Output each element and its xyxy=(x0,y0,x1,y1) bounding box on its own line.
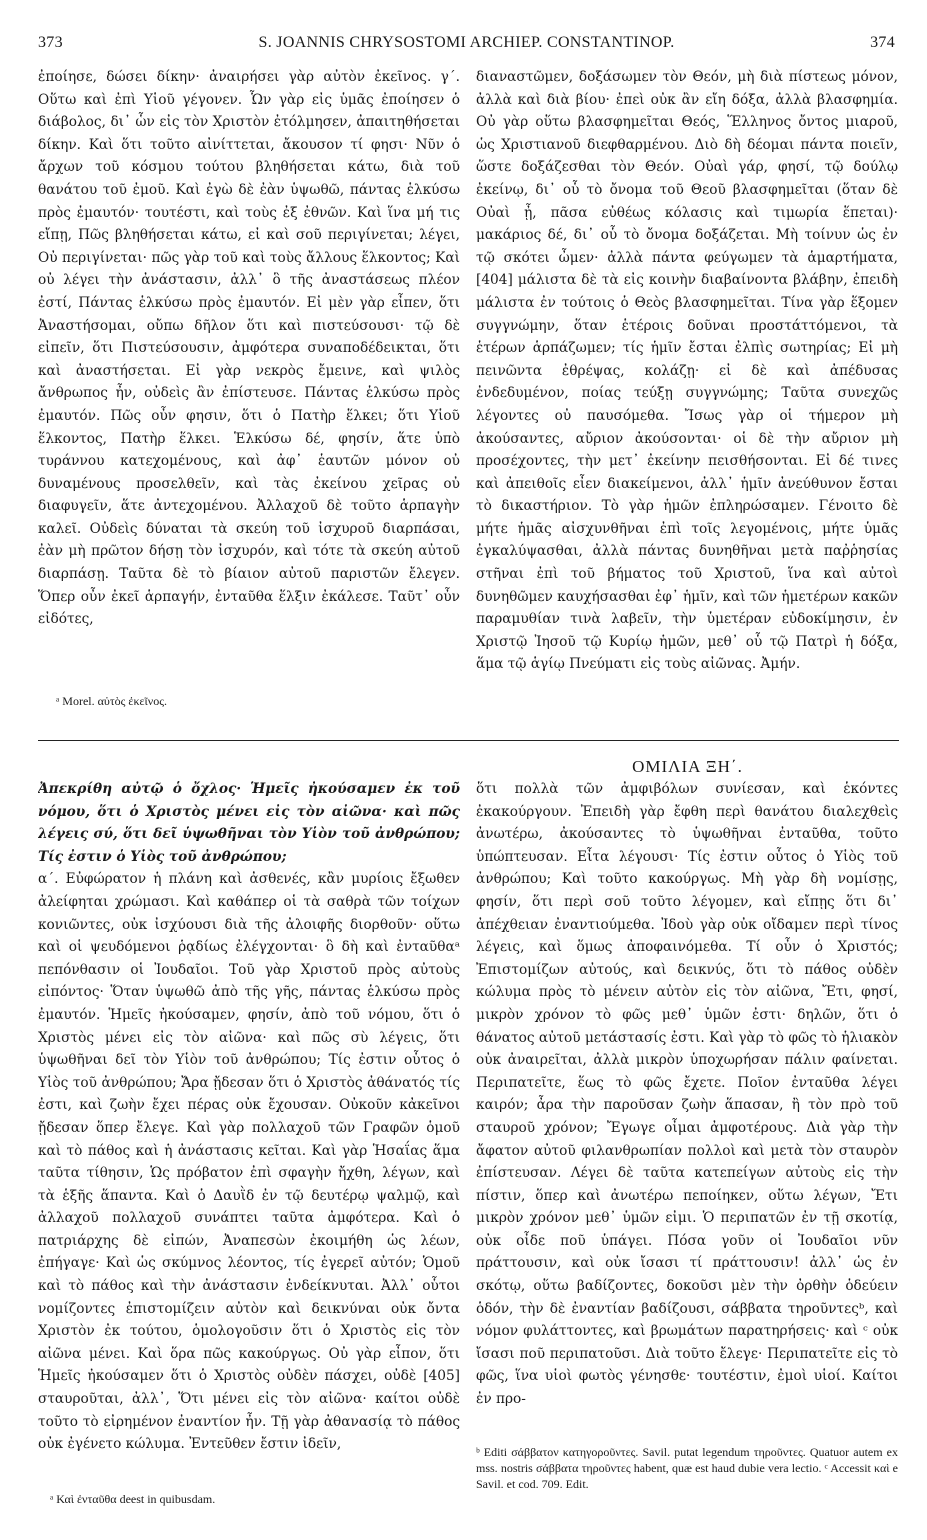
left-page-number: 373 xyxy=(38,34,63,51)
footnote-bottom-left: ᵃ Καὶ ἐνταῦθα deest in quibusdam. xyxy=(50,1492,216,1506)
footnote-top: ᵃ Morel. αὐτὸς ἐκεῖνος. xyxy=(56,694,167,708)
footnote-bottom-right: ᵇ Editi σάββατον κατηγοροῦντες. Savil. putat legendum τηροῦντες. Quatuor autem ex mss. nostris σάββατα τηροῦντες habent, quæ est haud dubie vera lectio. ᶜ Accessit καὶ e Savil. et cod. 709. Edit. xyxy=(476,1445,898,1491)
homily-title: ΟΜΙΛΙΑ ΞΗ΄. xyxy=(632,757,743,776)
bottom-left-paragraph: α΄. Εὐφώρατον ἡ πλάνη καὶ ἀσθενές, κἂν μυρίοις ἔξωθεν ἀλείφηται χρώμασι. Καὶ καθάπερ οἱ τὰ σαθρὰ τῶν τοίχων κονιῶντες, οὐκ ἰσχύουσι διὰ τῆς ἀλοιφῆς διορθοῦν· οὕτω καὶ οἱ ψευδόμενοι ῥᾳδίως ἐλέγχονται· ὃ δὴ καὶ ἐνταῦθαᵃ πεπόνθασιν οἱ Ἰουδαῖοι. Τοῦ γὰρ Χριστοῦ πρὸς αὐτοὺς εἰπόντος· Ὅταν ὑψωθῶ ἀπὸ τῆς γῆς, πάντας ἑλκύσω πρὸς ἐμαυτόν. Ἡμεῖς ἠκούσαμεν, φησίν, ἀπὸ τοῦ νόμου, ὅτι ὁ Χριστὸς μένει εἰς τὸν αἰῶνα· καὶ πῶς σὺ λέγεις, ὅτι ὑψωθῆναι δεῖ τὸν Υἱὸν τοῦ ἀνθρώπου; Τίς ἐστιν οὗτος ὁ Υἱὸς τοῦ ἀνθρώπου; Ἄρα ᾔδεσαν ὅτι ὁ Χριστὸς ἀθάνατός τίς ἐστι, καὶ ζωὴν ἔχει πέρας οὐκ ἔχουσαν. Οὐκοῦν κἀκεῖνοι ᾔδεσαν ὅπερ ἔλεγε. Καὶ γὰρ πολλαχοῦ τῶν Γραφῶν ὁμοῦ καὶ τὸ πάθος καὶ ἡ ἀνάστασις κεῖται. Καὶ γὰρ Ἡσαΐας ἅμα ταῦτα τίθησιν, Ὡς πρόβατον ἐπὶ σφαγὴν ἤχθη, λέγων, καὶ τὰ ἑξῆς ἅπαντα. Καὶ ὁ Δαυῒδ ἐν τῷ δευτέρῳ ψαλμῷ, καὶ ἀλλαχοῦ πολλαχοῦ συνάπτει ταῦτα ἀμφότερα. Καὶ ὁ πατριάρχης δὲ εἰπών, Ἀναπεσὼν ἐκοιμήθη ὡς λέων, ἐπήγαγε· Καὶ ὡς σκύμνος λέοντος, τίς ἐγερεῖ αὐτόν; Ὁμοῦ καὶ τὸ πάθος καὶ τὴν ἀνάστασιν ἐνδείκνυται. Ἀλλ᾽ οὗτοι νομίζοντες ἐπιστομίζειν αὐτὸν καὶ δεικνύναι οὐκ ὄντα Χριστὸν ἐκ τούτου, ὁμολογοῦσιν ὅτι ὁ Χριστὸς εἰς τὸν αἰῶνα μένει. Καὶ ὅρα πῶς κακούργως. Οὐ γὰρ εἶπον, ὅτι Ἡμεῖς ἠκούσαμεν ὅτι ὁ Χριστὸς οὐδὲν πάσχει, οὐδὲ [405] σταυροῦται, ἀλλ᾽, Ὅτι μένει εἰς τὸν αἰῶνα· καίτοι οὐδὲ τοῦτο τὸ εἰρημένον ἐναντίον ἦν. Τῇ γὰρ ἀθανασίᾳ τὸ πάθος οὐκ ἐγένετο κώλυμα. Ἐντεῦθεν ἔστιν ἰδεῖν, xyxy=(38,871,460,1453)
bottom-left-column xyxy=(38,778,460,1485)
scripture-lemma: Ἀπεκρίθη αὐτῷ ὁ ὄχλος· Ἡμεῖς ἠκούσαμεν ἐκ τοῦ νόμου, ὅτι ὁ Χριστὸς μένει εἰς τὸν αἰῶνα· καὶ πῶς λέγεις σύ, ὅτι δεῖ ὑψωθῆναι τὸν Υἱὸν τοῦ ἀνθρώπου; Τίς ἐστιν ὁ Υἱὸς τοῦ ἀνθρώπου; xyxy=(38,781,460,865)
running-header xyxy=(38,34,895,58)
bottom-right-paragraph: ὅτι πολλὰ τῶν ἀμφιβόλων συνίεσαν, καὶ ἑκόντες ἐκακούργουν. Ἐπειδὴ γὰρ ἔφθη περὶ θανάτου διαλεχθεὶς ἀνωτέρω, ἀκούσαντες τὸ ὑψωθῆναι ἐνταῦθα, τοῦτο ὑπώπτευσαν. Εἶτα λέγουσι· Τίς ἐστιν οὗτος ὁ Υἱὸς τοῦ ἀνθρώπου; Καὶ τοῦτο κακούργως. Μὴ γὰρ δὴ νομίσῃς, φησίν, ὅτι περὶ σοῦ τοῦτο λέγομεν, καὶ εἴπῃς ὅτι δι᾽ ἀπέχθειαν ἐναντιούμεθα. Ἰδοὺ γὰρ οὐκ οἴδαμεν περὶ τίνος λέγεις, καὶ ὅμως ἀποφαινόμεθα. Τί οὖν ὁ Χριστός; Ἐπιστομίζων αὐτούς, καὶ δεικνύς, ὅτι τὸ πάθος οὐδὲν κώλυμα πρὸς τὸ μένειν αὐτὸν εἰς τὸν αἰῶνα, Ἔτι, φησί, μικρὸν χρόνον τὸ φῶς μεθ᾽ ὑμῶν ἐστι· δηλῶν, ὅτι ὁ θάνατος αὐτοῦ μετάστασίς ἐστι. Καὶ γὰρ τὸ φῶς τὸ ἡλιακὸν οὐκ ἀναιρεῖται, ἀλλὰ μικρὸν ὑποχωρήσαν πάλιν φαίνεται. Περιπατεῖτε, ἕως τὸ φῶς ἔχετε. Ποῖον ἐνταῦθα λέγει καιρόν; ἆρα τὴν παροῦσαν ζωὴν ἅπασαν, ἢ τὸν πρὸ τοῦ σταυροῦ χρόνον; Ἔγωγε οἶμαι ἀμφοτέρους. Διὰ γὰρ τὴν ἄφατον αὐτοῦ φιλανθρωπίαν πολλοὶ καὶ μετὰ τὸν σταυρὸν ἐπίστευσαν. Λέγει δὲ ταῦτα κατεπείγων αὐτοὺς εἰς τὴν πίστιν, ὅπερ καὶ ἀνωτέρω πεποίηκεν, οὕτω λέγων, Ἔτι μικρὸν χρόνον μεθ᾽ ὑμῶν εἰμι. Ὁ περιπατῶν ἐν τῇ σκοτίᾳ, οὐκ οἶδε ποῦ ὑπάγει. Πόσα γοῦν οἱ Ἰουδαῖοι νῦν πράττουσιν, καὶ οὐκ ἴσασι τί πράττουσιν! ἀλλ᾽ ὡς ἐν σκότῳ, οὕτω βαδίζοντες, δοκοῦσι μὲν τὴν ὀρθὴν ὁδεύειν ὁδόν, τὴν δὲ ἐναντίαν βαδίζουσι, σάββατα τηροῦντεςᵇ, καὶ νόμον φυλάττοντες, καὶ βρωμάτων παρατηρήσεις· καὶ ᶜ οὐκ ἴσασι ποῦ περιπατοῦσι. Διὰ τοῦτο ἔλεγε· Περιπατεῖτε εἰς τὸ φῶς, ἵνα υἱοὶ φωτὸς γένησθε· τουτέστιν, ἐμοὶ υἱοί. Καίτοι ἐν προ- xyxy=(476,781,898,1408)
section-divider xyxy=(38,740,899,741)
right-page-number: 374 xyxy=(870,34,895,51)
bottom-right-column xyxy=(476,778,898,1433)
running-title: S. JOANNIS CHRYSOSTOMI ARCHIEP. CONSTANTINOP. xyxy=(258,34,675,51)
top-right-column xyxy=(476,66,898,721)
top-right-paragraph: διαναστῶμεν, δοξάσωμεν τὸν Θεόν, μὴ διὰ πίστεως μόνον, ἀλλὰ καὶ διὰ βίου· ἐπεὶ οὐκ ἂν εἴη δόξα, ἀλλὰ βλασφημία. Οὐ γὰρ οὕτω βλασφημεῖται Θεός, Ἕλληνος ὄντος μιαροῦ, ὡς Χριστιανοῦ διεφθαρμένου. Διὸ δὴ δέομαι πάντα ποιεῖν, ὥστε δοξάζεσθαι τὸν Θεόν. Οὐαὶ γάρ, φησί, τῷ δούλῳ ἐκείνῳ, δι᾽ οὗ τὸ ὄνομα τοῦ Θεοῦ βλασφημεῖται (ὅταν δὲ Οὐαὶ ᾖ, πᾶσα εὐθέως κόλασις καὶ τιμωρία ἕπεται)· μακάριος δέ, δι᾽ οὗ τὸ ὄνομα δοξάζεται. Μὴ τοίνυν ὡς ἐν τῷ σκότει ὦμεν· ἀλλὰ πάντα φεύγωμεν τὰ ἁμαρτήματα, [404] μάλιστα δὲ τὰ εἰς κοινὴν διαβαίνοντα βλάβην, ἐπειδὴ μάλιστα ἐν τούτοις ὁ Θεὸς βλασφημεῖται. Τίνα γὰρ ἕξομεν συγγνώμην, ὅταν ἑτέροις δοῦναι προστάττόμενοι, τὰ ἑτέρων ἁρπάζωμεν; τίς ἡμῖν ἔσται ἐλπὶς σωτηρίας; Εἰ μὴ πεινῶντα ἐθρέψας, κολάζῃ· εἰ δὲ καὶ ἀπέδυσας ἐνδεδυμένον, ποίας τεύξῃ συγγνώμης; Ταῦτα συνεχῶς λέγοντες οὐ παυσόμεθα. Ἴσως γὰρ οἱ τήμερον μὴ ἀκούσαντες, αὔριον ἀκούσονται· οἱ δὲ τὴν αὔριον μὴ προσέχοντες, τὴν μετ᾽ ἐκείνην πεισθήσονται. Εἰ δέ τινες καὶ ἀπειθοῖς εἶεν διακείμενοι, ἀλλ᾽ ἡμῖν ἀνεύθυνον ἔσται τὸ δικαστήριον. Τὸ γὰρ ἡμῶν ἐπληρώσαμεν. Γένοιτο δὲ μήτε ἡμᾶς αἰσχυνθῆναι ἐπὶ τοῖς λεγομένοις, μήτε ὑμᾶς ἐγκαλύψασθαι, ἀλλὰ πάντας δυνηθῆναι μετὰ παῤῥησίας στῆναι ἐπὶ τοῦ βήματος τοῦ Χριστοῦ, ἵνα καὶ αὐτοὶ δυνηθῶμεν καυχήσασθαι ἐφ᾽ ἡμῖν, καὶ τῶν ἡμετέρων κακῶν παραμυθίαν τινὰ λαβεῖν, τὴν ὑμετέραν εὐδοκίμησιν, ἐν Χριστῷ Ἰησοῦ τῷ Κυρίῳ ἡμῶν, μεθ᾽ οὗ τῷ Πατρὶ ἡ δόξα, ἅμα τῷ ἁγίῳ Πνεύματι εἰς τοὺς αἰῶνας. Ἀμήν. xyxy=(476,69,898,673)
top-left-paragraph: ἐποίησε, δώσει δίκην· ἀναιρήσει γὰρ αὐτὸν ἐκεῖνος. γ΄. Οὕτω καὶ ἐπὶ Υἱοῦ γέγονεν. Ὧν γὰρ εἰς ὑμᾶς ἐποίησεν ὁ διάβολος, δι᾽ ὧν εἰς τὸν Χριστὸν ἐτόλμησεν, ἀπαιτηθήσεται δίκην. Καὶ ὅτι τοῦτο αἰνίττεται, ἄκουσον τί φησι· Νῦν ὁ ἄρχων τοῦ κόσμου τούτου βληθήσεται κάτω, διὰ τοῦ θανάτου τοῦ ἐμοῦ. Καὶ ἐγὼ δὲ ἐὰν ὑψωθῶ, πάντας ἑλκύσω πρὸς ἐμαυτόν· τουτέστι, καὶ τοὺς ἐξ ἐθνῶν. Καὶ ἵνα μή τις εἴπῃ, Πῶς βληθήσεται κάτω, εἰ καὶ σοῦ περιγίνεται; λέγει, Οὐ περιγίνεται· πῶς γὰρ τοῦ καὶ τοὺς ἄλλους ἕλκοντος; Καὶ οὐ λέγει τὴν ἀνάστασιν, ἀλλ᾽ ὃ τῆς ἀναστάσεως πλέον ἐστί, Πάντας ἑλκύσω πρὸς ἐμαυτόν. Εἰ μὲν γὰρ εἶπεν, ὅτι Ἀναστήσομαι, οὔπω δῆλον ὅτι καὶ πιστεύσουσι· τῷ δὲ εἰπεῖν, ὅτι Πιστεύσουσιν, ἀμφότερα συναποδέδεικται, ὅτι καὶ ἀναστήσεται. Εἰ γὰρ νεκρὸς ἔμεινε, καὶ ψιλὸς ἄνθρωπος ἦν, οὐδεὶς ἂν ἐπίστευσε. Πάντας ἑλκύσω πρὸς ἐμαυτόν. Πῶς οὖν φησιν, ὅτι ὁ Πατὴρ ἕλκει; ὅτι Υἱοῦ ἕλκοντος, Πατὴρ ἕλκει. Ἑλκύσω δέ, φησίν, ἅτε ὑπὸ τυράννου κατεχομένους, καὶ ἀφ᾽ ἑαυτῶν μόνον οὐ δυναμένους προσελθεῖν, καὶ τὰς ἐκείνου χεῖρας οὐ διαφυγεῖν, ἅτε ἀντεχομένου. Ἀλλαχοῦ δὲ τοῦτο ἁρπαγὴν καλεῖ. Οὐδεὶς δύναται τὰ σκεύη τοῦ ἰσχυροῦ διαρπάσαι, ἐὰν μὴ πρῶτον δήσῃ τὸν ἰσχυρόν, καὶ τότε τὰ σκεύη αὐτοῦ διαρπάσῃ. Ταῦτα δὲ τὸ βίαιον αὐτοῦ παριστῶν ἔλεγεν. Ὅπερ οὖν ἐκεῖ ἁρπαγήν, ἐνταῦθα ἕλξιν ἐκάλεσε. Ταῦτ᾽ οὖν εἰδότες, xyxy=(38,69,460,628)
top-left-column xyxy=(38,66,460,676)
